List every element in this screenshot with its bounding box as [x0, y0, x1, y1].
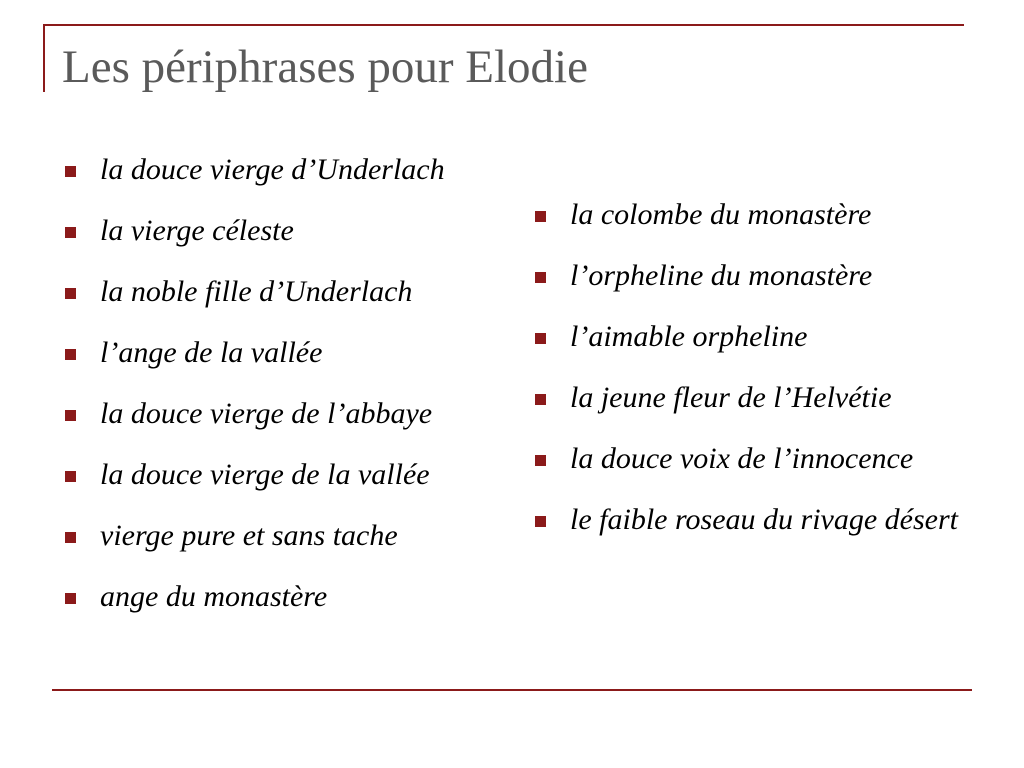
list-item-text: l’orpheline du monastère	[570, 259, 873, 292]
square-bullet-icon	[65, 471, 76, 482]
footer-rule	[52, 689, 972, 691]
square-bullet-icon	[65, 227, 76, 238]
list-item	[62, 392, 502, 436]
slide-title: Les périphrases pour Elodie	[62, 41, 588, 93]
list-item-text: le faible roseau du rivage désert	[570, 503, 958, 536]
square-bullet-icon	[65, 593, 76, 604]
square-bullet-icon	[65, 288, 76, 299]
list-item-text: ange du monastère	[100, 580, 328, 613]
list-item-text: la douce vierge de la vallée	[100, 458, 430, 491]
square-bullet-icon	[535, 516, 546, 527]
list-item-text: la douce vierge d’Underlach	[100, 153, 445, 186]
title-frame-left-rule	[43, 24, 45, 92]
list-item	[532, 193, 972, 237]
square-bullet-icon	[535, 333, 546, 344]
list-item	[62, 270, 502, 314]
list-item-text: l’ange de la vallée	[100, 336, 323, 369]
square-bullet-icon	[535, 394, 546, 405]
square-bullet-icon	[65, 166, 76, 177]
list-item	[62, 209, 502, 253]
list-item	[532, 437, 972, 481]
list-item	[62, 514, 502, 558]
square-bullet-icon	[65, 532, 76, 543]
left-bullet-list	[62, 148, 502, 636]
list-item-text: la douce vierge de l’abbaye	[100, 397, 433, 430]
square-bullet-icon	[535, 455, 546, 466]
list-item-text: vierge pure et sans tache	[100, 519, 398, 552]
list-item	[62, 575, 502, 619]
square-bullet-icon	[535, 211, 546, 222]
list-item	[62, 148, 502, 192]
list-item	[532, 376, 972, 420]
list-item	[62, 453, 502, 497]
title-frame-top-rule	[43, 24, 964, 26]
list-item-text: la vierge céleste	[100, 214, 294, 247]
list-item-text: la douce voix de l’innocence	[570, 442, 914, 475]
list-item-text: la jeune fleur de l’Helvétie	[570, 381, 892, 414]
square-bullet-icon	[65, 349, 76, 360]
list-item-text: la colombe du monastère	[570, 198, 872, 231]
list-item	[532, 254, 972, 298]
square-bullet-icon	[65, 410, 76, 421]
square-bullet-icon	[535, 272, 546, 283]
list-item	[532, 498, 972, 542]
list-item-text: la noble fille d’Underlach	[100, 275, 413, 308]
list-item	[532, 315, 972, 359]
list-item	[62, 331, 502, 375]
right-bullet-list	[532, 193, 972, 559]
list-item-text: l’aimable orpheline	[570, 320, 808, 353]
